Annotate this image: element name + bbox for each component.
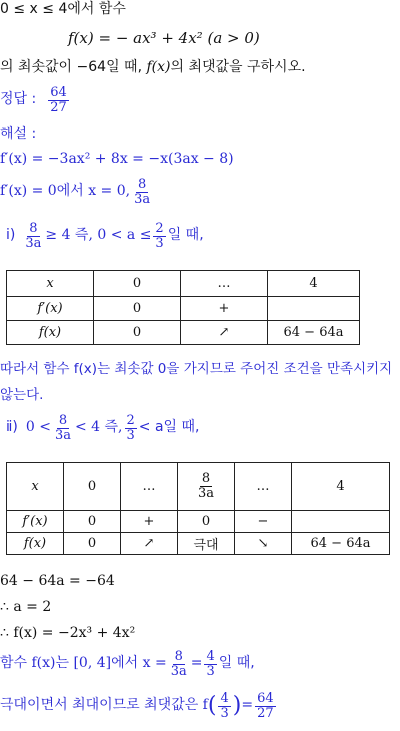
- case1-cond-tail: 일 때,: [167, 227, 204, 244]
- case2-condition: [6, 414, 200, 442]
- final-eq-2: =: [241, 697, 254, 714]
- case2-label: ⅱ): [6, 419, 18, 436]
- final-frac-2-den: 3: [206, 663, 215, 679]
- table2-cell: 0: [64, 511, 121, 533]
- final-arg-den: 3: [220, 705, 229, 721]
- case2-cond-den: 3: [126, 427, 135, 443]
- case2-num: 8: [58, 413, 68, 428]
- question-text-1: 의 최솟값이 −64일 때,: [0, 59, 147, 75]
- table2-header-cell: 0: [64, 463, 121, 511]
- table1-header-cell: …: [181, 271, 268, 297]
- table1-cell: ↗: [181, 321, 268, 345]
- answer-label: 정답 :: [0, 91, 37, 108]
- case2-cond-tail: < a일 때,: [138, 419, 200, 436]
- table1-header-cell: 4: [268, 271, 360, 297]
- final-value-num: 64: [257, 691, 274, 706]
- table2-cell: f(x): [7, 533, 64, 555]
- table1-cell: [268, 297, 360, 321]
- table1-row: [7, 297, 360, 321]
- table2-header-frac-cell: [178, 463, 235, 511]
- case1-label: ⅰ): [6, 227, 16, 244]
- final-arg-num: 4: [220, 691, 229, 706]
- final-value-fraction: [255, 692, 276, 720]
- final-frac-2: [204, 650, 216, 678]
- case1-cond-den: 3: [155, 235, 164, 251]
- case2-cond-text-2: < 4 즉,: [75, 419, 123, 436]
- answer: [0, 86, 71, 114]
- case2-cond-num: 2: [126, 413, 135, 428]
- answer-num: 64: [50, 85, 67, 100]
- case1-conclusion-2: 않는다.: [0, 387, 44, 403]
- case1-cond-num: 2: [155, 221, 164, 236]
- solution-label: 해설 :: [0, 126, 37, 142]
- table2-header-cell: …: [121, 463, 178, 511]
- table2-cell: ↗: [121, 533, 178, 555]
- table2-cell: 0: [64, 533, 121, 555]
- case2-den: 3a: [54, 427, 71, 443]
- final-line-2: [0, 692, 278, 720]
- case1-num: 8: [29, 221, 38, 236]
- table1-cell: 0: [94, 297, 181, 321]
- table2-header-row: [7, 463, 390, 511]
- increase-table-1: [6, 270, 360, 345]
- table1-cell: f(x): [7, 321, 94, 345]
- table2-frac-num: 8: [201, 471, 211, 487]
- equation-3: ∴ f(x) = −2x³ + 4x²: [0, 625, 136, 641]
- table1-cell: 64 − 64a: [268, 321, 360, 345]
- table2-cell: +: [121, 511, 178, 533]
- final-text-1: 함수 f(x)는 [0, 4]에서 x =: [0, 655, 167, 672]
- answer-fraction: [48, 86, 69, 114]
- final-text-2: 극대이면서 최대이므로 최댓값은 f: [0, 697, 208, 714]
- table1-cell: +: [181, 297, 268, 321]
- problem-function: f(x) = − ax³ + 4x² (a > 0): [68, 29, 260, 47]
- critical-den: 3a: [134, 191, 151, 207]
- table1-row: [7, 321, 360, 345]
- table2-header-cell: x: [7, 463, 64, 511]
- table2-frac-den: 3a: [197, 486, 215, 501]
- case1-cond-text: ≥ 4 즉, 0 < a ≤: [45, 227, 152, 244]
- final-frac-1-den: 3a: [170, 663, 187, 679]
- critical-fraction: [132, 178, 152, 206]
- equation-2: ∴ a = 2: [0, 599, 52, 615]
- table2-header-cell: 4: [292, 463, 390, 511]
- critical-points: [0, 178, 154, 206]
- table2-cell: 64 − 64a: [292, 533, 390, 555]
- table1-header-cell: 0: [94, 271, 181, 297]
- table2-row: [7, 511, 390, 533]
- final-frac-1: [169, 650, 189, 678]
- final-arg-fraction: [218, 692, 230, 720]
- case1-den: 3a: [25, 235, 42, 251]
- problem-question: [0, 60, 306, 75]
- table2-header-fraction: [196, 472, 216, 500]
- table1-cell: 0: [94, 321, 181, 345]
- table2-cell: 극대: [178, 533, 235, 555]
- left-paren: (: [207, 693, 217, 719]
- derivative: f′(x) = −3ax² + 8x = −x(3ax − 8): [0, 151, 234, 167]
- table2-cell: f′(x): [7, 511, 64, 533]
- answer-den: 27: [50, 99, 67, 115]
- final-frac-2-num: 4: [206, 649, 215, 664]
- final-eq-1: =: [190, 655, 203, 672]
- table2-header-cell: …: [235, 463, 292, 511]
- table2-row: [7, 533, 390, 555]
- increase-table-2: [6, 462, 390, 555]
- question-fx: f(x): [146, 59, 171, 75]
- case1-conclusion: 따라서 함수 f(x)는 최솟값 0을 가지므로 주어진 조건을 만족시키지: [0, 361, 393, 377]
- case2-cond-fraction: [125, 414, 137, 442]
- case2-cond-text: 0 <: [25, 419, 51, 436]
- final-value-den: 27: [257, 705, 274, 721]
- table2-cell: −: [235, 511, 292, 533]
- table2-cell: ↘: [235, 533, 292, 555]
- table2-cell: 0: [178, 511, 235, 533]
- problem-domain: 0 ≤ x ≤ 4에서 함수: [0, 1, 126, 17]
- table1-header-cell: x: [7, 271, 94, 297]
- case1-cond-fraction: [153, 222, 165, 250]
- table1-header-row: [7, 271, 360, 297]
- critical-text: f′(x) = 0에서 x = 0,: [0, 183, 131, 200]
- equation-1: 64 − 64a = −64: [0, 573, 115, 589]
- case1-condition: [6, 222, 204, 250]
- critical-num: 8: [137, 177, 147, 192]
- right-paren: ): [232, 693, 242, 719]
- table1-cell: f′(x): [7, 297, 94, 321]
- table2-cell: [292, 511, 390, 533]
- case1-fraction: [23, 222, 43, 250]
- final-frac-1-num: 8: [174, 649, 183, 664]
- final-tail-1: 일 때,: [218, 655, 255, 672]
- final-line-1: [0, 650, 255, 678]
- case2-fraction: [53, 414, 73, 442]
- question-text-2: 의 최댓값을 구하시오.: [170, 59, 306, 75]
